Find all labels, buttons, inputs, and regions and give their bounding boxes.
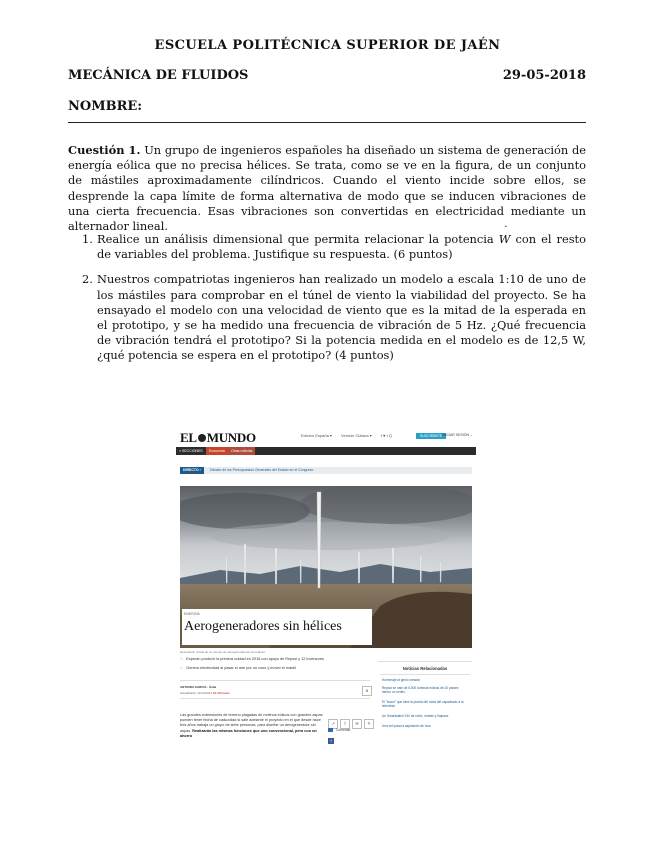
email-icon[interactable]: ✉ (352, 719, 362, 729)
text-size-icon[interactable]: T (340, 719, 350, 729)
nav-bar (176, 447, 476, 455)
logo-right: MUNDO (206, 430, 256, 445)
summary-bullet: □ Genera electricidad al pasar el aire por un cono y mover el mástil (180, 666, 296, 670)
school-name: ESCUELA POLITÉCNICA SUPERIOR DE JAÉN (154, 38, 501, 53)
live-bar[interactable] (180, 467, 472, 474)
globe-icon (198, 434, 206, 442)
related-item[interactable]: Un Smartwatch 910 de robin, ímetari y lirapace (382, 714, 449, 718)
updated-date: Actualizado: 11/12/2014 (180, 691, 212, 695)
item-number: 2. (82, 272, 93, 287)
item-text: Nuestros compatriotas ingenieros han realizado un modelo a escala 1:10 de uno de los mástiles para comprobar en el túnel de viento la viabilidad del proyecto. Se ha ensayado el modelo con una velocidad de viento que es la mitad de la esperada en el prototipo, y se ha medido una frecuencia de vibración de 5 Hz. ¿Qué frecuencia de vibración tendrá el prototipo? Si la potencia medida en el modelo es de 12,5 W, ¿qué potencia se espera en el prototipo? (4 puntos) (97, 272, 586, 363)
nav-secciones[interactable]: ≡ SECCIONES (179, 449, 203, 453)
article-author: ANTONIO GARCÍA · Ávila (180, 685, 217, 689)
item-text-after: con el resto de variables del problema. Justifique su respuesta. (6 puntos) (97, 232, 586, 262)
nav-otros[interactable]: Otras noticias (228, 447, 255, 455)
related-item[interactable]: Repsol se vale de 6.000 turbinas eólicas de 20 países dentro un centro (382, 686, 459, 695)
summary-bullet: □ Esperan producir la primera unidad en 2016 con apoyo de Repsol y 12 inversores (180, 657, 324, 661)
nav-economia[interactable]: Economía (206, 447, 228, 455)
name-label: NOMBRE: (68, 99, 143, 114)
question-item (68, 272, 586, 363)
question-intro (68, 143, 586, 234)
header-divider (68, 122, 586, 123)
power-symbol: W ˙ (499, 232, 511, 247)
kicker: ENERGÍA (184, 612, 200, 616)
question-list (68, 232, 586, 374)
question-item (68, 232, 586, 262)
item-number: 1. (82, 232, 93, 246)
question-label: Cuestión 1. (68, 143, 141, 157)
version-select[interactable]: Versión Clásica ▾ (341, 433, 372, 438)
article-body-text: Las grandes extensiones de terreno plagadas de molinos eólicos con grandes aspas pueden tener fecha de caducidad si sale adelante el proyecto en el que desde hace tres años trabaja un grupo de siete personas, para diseñar un aerogenerador sin aspas. (180, 713, 323, 733)
subscribe-button[interactable]: SUSCRÍBETE (416, 433, 446, 439)
newspaper-logo (180, 430, 256, 446)
updated-time: 10:40 horas (212, 691, 230, 695)
related-news (378, 661, 472, 748)
related-item[interactable]: Homenaje al genio creador (382, 678, 421, 682)
related-item[interactable]: El "boom" que abre la puerta del robot del capacitado a la televisión (382, 700, 464, 709)
divider (180, 698, 370, 699)
newspaper-figure (176, 428, 476, 748)
social-icons[interactable]: f ♥ t Q (380, 433, 392, 438)
photo-caption: Recreación virtual de un campo de aerogeneradores sin hélices. (180, 650, 266, 654)
live-text: Debate de los Presupuestos Generales del Estado en el Congreso (210, 468, 314, 472)
related-item[interactable]: Una red para la aspiración de vísa (382, 724, 431, 728)
article-headline[interactable]: Aerogeneradores sin hélices (184, 619, 342, 634)
facebook-icon[interactable]: f (328, 738, 334, 744)
share-icon[interactable]: ↗ (328, 719, 338, 729)
subject-title: MECÁNICA DE FLUIDOS (68, 68, 249, 83)
item-text-before: Realice un análisis dimensional que permita relacionar la potencia (97, 232, 499, 246)
comments-link[interactable]: Comentar (328, 728, 350, 732)
divider (380, 674, 470, 675)
question-intro-text: Un grupo de ingenieros españoles ha diseñado un sistema de generación de energía eólica que no precisa hélices. Se trata, como se ve en la figura, de un conjunto de mástiles aproximadamente cilíndricos. Cuando el viento incide sobre ellos, se desprende la capa límite de forma alternativa de modo que se inducen vibraciones de una cierta frecuencia. Esas vibraciones son convertidas en electricidad mediante un alternador lineal. (68, 143, 586, 234)
headline-box (182, 609, 372, 645)
live-tag: DIRECTO › (180, 467, 204, 474)
edition-select[interactable]: Edición España ▾ (301, 433, 332, 438)
article-body (180, 713, 325, 739)
edit-icon[interactable]: ✎ (364, 719, 374, 729)
top-meta (301, 433, 400, 438)
article-body-bold: Realizarán las mismas funciones que uno convencional, pero con un ahorro (180, 728, 317, 738)
header-row (68, 68, 586, 83)
share-count[interactable]: 0 (362, 686, 372, 696)
divider (180, 680, 370, 681)
exam-date: 29-05-2018 (502, 68, 586, 83)
article-date (180, 691, 230, 695)
logo-left: EL (180, 430, 197, 445)
related-title: Noticias Relacionadas (402, 666, 448, 671)
login-link[interactable]: INICIAR SESIÓN ⌄ (442, 433, 473, 437)
